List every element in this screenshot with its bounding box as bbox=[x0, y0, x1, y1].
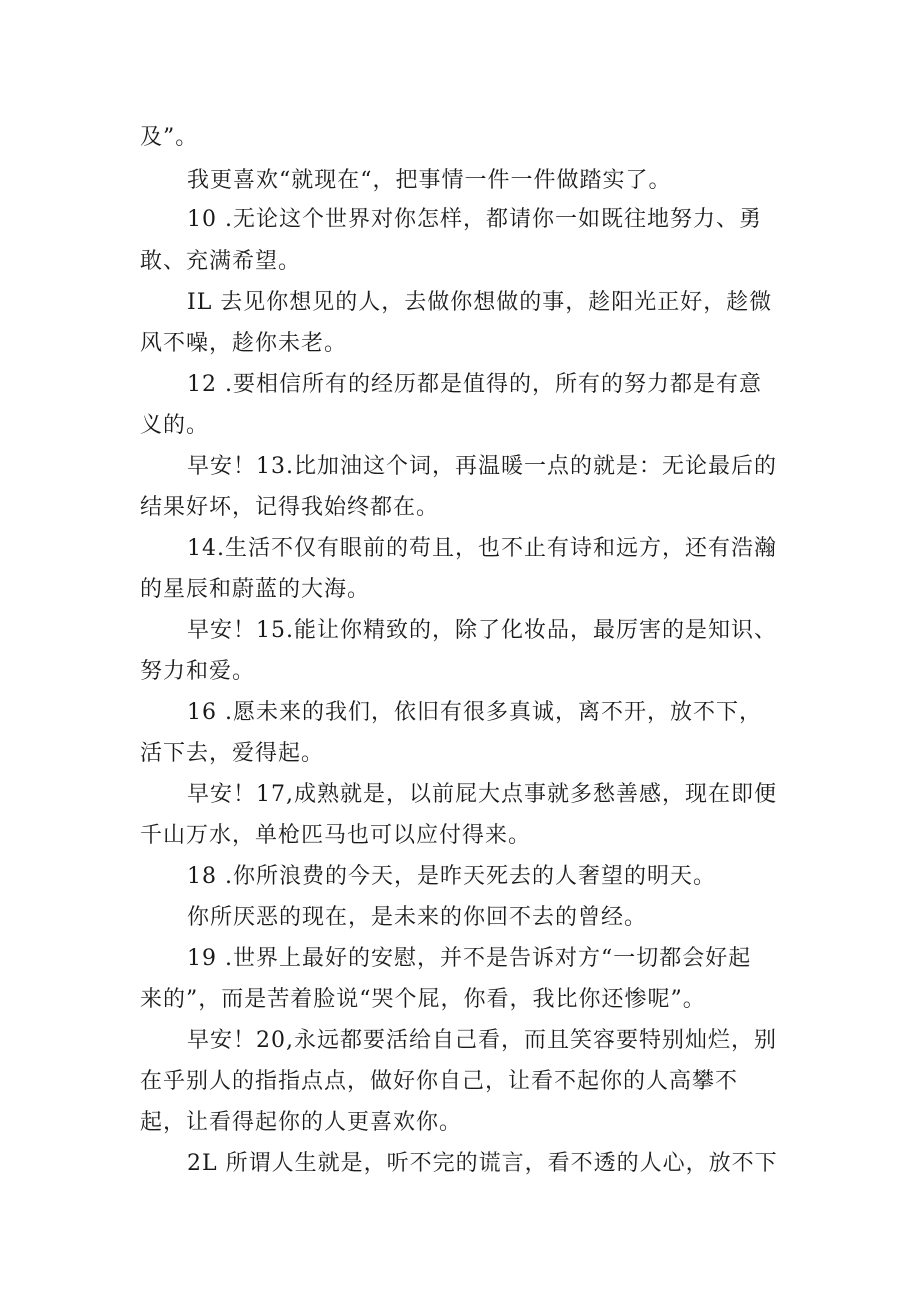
text-line-11: 14.生活不仅有眼前的苟且，也不止有诗和远方，还有浩瀚 bbox=[187, 536, 777, 561]
text-line-15: 16 .愿未来的我们，依旧有很多真诚，离不开，放不下， bbox=[187, 700, 762, 725]
text-line-7: 12 .要相信所有的经历都是值得的，所有的努力都是有意 bbox=[187, 372, 762, 397]
text-line-5: IL 去见你想见的人，去做你想做的事，趁阳光正好，趁微 bbox=[187, 290, 773, 315]
text-line-9: 早安！13.比加油这个词，再温暖一点的就是：无论最后的 bbox=[187, 454, 777, 479]
text-line-21: 19 .世界上最好的安慰，并不是告诉对方“一切都会好起 bbox=[187, 946, 752, 971]
text-line-22: 来的”，而是苦着脸说“哭个屁，你看，我比你还惨呢”。 bbox=[140, 987, 706, 1012]
text-line-26: 2L 所谓人生就是，听不完的谎言，看不透的人心，放不下 bbox=[187, 1151, 778, 1176]
text-line-20: 你所厌恶的现在，是未来的你回不去的曾经。 bbox=[187, 905, 648, 930]
text-line-17: 早安！17,成熟就是，以前屁大点事就多愁善感，现在即便 bbox=[187, 782, 777, 807]
text-line-19: 18 .你所浪费的今天，是昨天死去的人奢望的明天。 bbox=[187, 864, 716, 889]
text-line-16: 活下去，爱得起。 bbox=[140, 741, 325, 766]
text-line-3: 10 .无论这个世界对你怎样，都请你一如既往地努力、勇 bbox=[187, 207, 762, 232]
text-line-1: 及”。 bbox=[140, 125, 199, 150]
text-line-2: 我更喜欢“就现在“，把事情一件一件做踏实了。 bbox=[187, 168, 672, 193]
text-line-14: 努力和爱。 bbox=[140, 659, 256, 684]
text-line-12: 的星辰和蔚蓝的大海。 bbox=[140, 577, 371, 602]
text-line-8: 义的。 bbox=[140, 413, 210, 438]
text-line-13: 早安！15.能让你精致的，除了化妆品，最厉害的是知识、 bbox=[187, 618, 777, 643]
text-line-6: 风不噪，趁你未老。 bbox=[140, 331, 348, 356]
text-line-23: 早安！20,永远都要活给自己看，而且笑容要特别灿烂，别 bbox=[187, 1028, 777, 1053]
text-line-25: 起，让看得起你的人更喜欢你。 bbox=[140, 1110, 463, 1135]
text-line-4: 敢、充满希望。 bbox=[140, 249, 302, 274]
text-line-24: 在乎别人的指指点点，做好你自己，让看不起你的人高攀不 bbox=[140, 1069, 739, 1094]
text-line-10: 结果好坏，记得我始终都在。 bbox=[140, 495, 440, 520]
text-line-18: 千山万水，单枪匹马也可以应付得来。 bbox=[140, 823, 532, 848]
